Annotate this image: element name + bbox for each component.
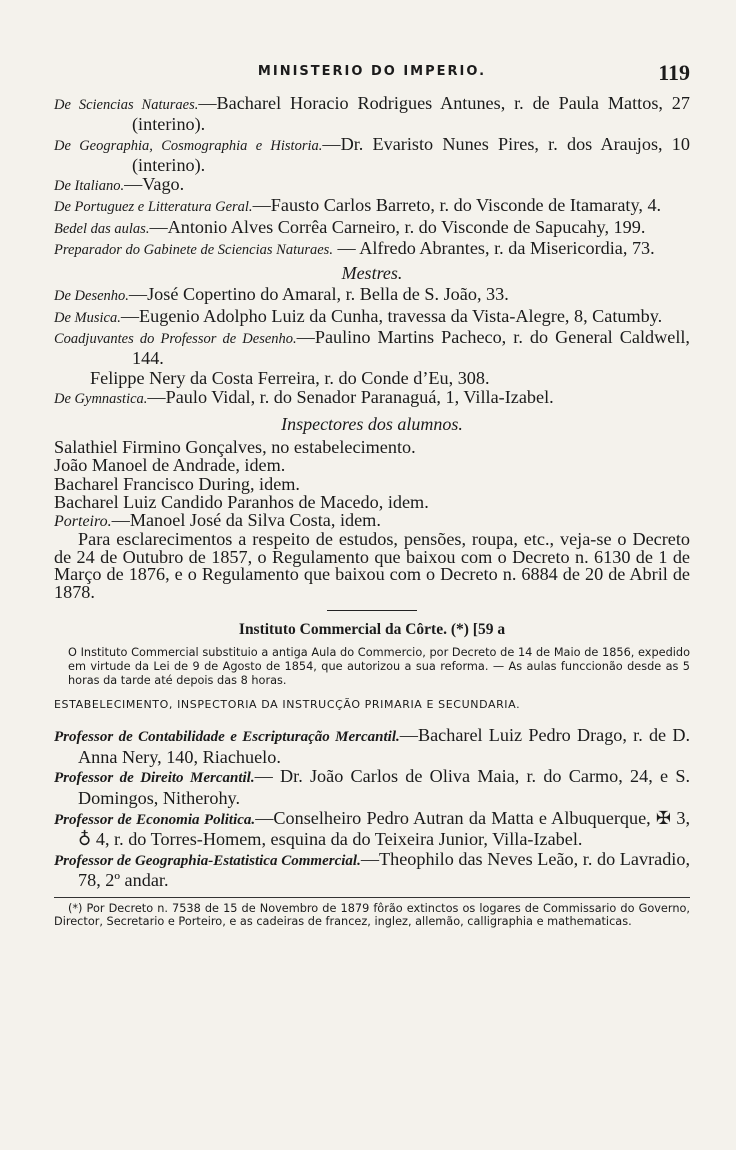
entry-bedel (54, 218, 690, 239)
inspector-line: João Manoel de Andrade, idem. (54, 455, 286, 476)
institute-title: Instituto Commercial da Côrte. (*) [59 a (238, 621, 506, 639)
footnote: (*) Por Decreto n. 7538 de 15 de Novembro de 1879 fôrão extinctos os logares de Commissario do Governo, Director, Secretario e Porteiro, e as cadeiras de francez, inglez, allemão, calligraphia e mathematicas. (54, 901, 690, 929)
inspector-line: Bacharel Luiz Candido Paranhos de Macedo, idem. (54, 491, 429, 512)
entry-text: —Theophilo das Neves Leão, r. do Lavradio, 78, 2º andar. (78, 848, 690, 891)
entry-role: De Musica. (54, 309, 121, 326)
entry-role: Preparador do Gabinete de Sciencias Naturaes. (54, 242, 333, 259)
entry-gymnastica (54, 388, 690, 409)
entry-portuguez (54, 196, 690, 217)
entry-text: —Bacharel Luiz Pedro Drago, r. de D. Anna Nery, 140, Riachuelo. (78, 725, 690, 767)
section-divider (327, 610, 417, 611)
entry-coadjuvantes (54, 328, 690, 369)
inspector-line: Salathiel Firmino Gonçalves, no estabelecimento. (54, 437, 416, 458)
entry-text: —José Copertino do Amaral, r. Bella de S. João, 33. (128, 284, 509, 305)
entry-sciencias-naturaes (54, 94, 690, 135)
entry-text: —Bacharel Horacio Rodrigues Antunes, r. de Paula Mattos, 27 (interino). (132, 93, 690, 135)
entry-role: Professor de Geographia-Estatistica Commercial. (54, 852, 361, 869)
entry-role: Professor de Contabilidade e Escripturação Mercantil. (54, 729, 400, 746)
professor-entry (54, 726, 690, 767)
entry-text: —Manoel José da Silva Costa, idem. (111, 509, 381, 530)
entry-text: — Dr. João Carlos de Oliva Maia, r. do Carmo, 24, e S. Domingos, Nitherohy. (78, 766, 690, 808)
entry-coadjuvante-cont: Felippe Nery da Costa Ferreira, r. do Conde d’Eu, 308. (90, 367, 490, 388)
entry-text: —Dr. Evaristo Nunes Pires, r. dos Araujos, 10 (interino). (132, 133, 690, 175)
entry-text: —Conselheiro Pedro Autran da Matta e Albuquerque, ✠ 3, ♁ 4, r. do Torres-Homem, esquina da do Teixeira Junior, Villa-Izabel. (78, 807, 691, 850)
entry-role: De Portuguez e Litteratura Geral. (54, 199, 253, 216)
entry-role: Professor de Direito Mercantil. (54, 770, 255, 787)
entry-role: De Sciencias Naturaes. (54, 97, 199, 113)
entry-role: De Desenho. (54, 288, 129, 305)
entry-geographia (54, 135, 690, 176)
inspector-line: Bacharel Francisco During, idem. (54, 473, 300, 494)
entry-text: —Vago. (124, 174, 185, 195)
entry-text: —Antonio Alves Corrêa Carneiro, r. do Visconde de Sapucahy, 199. (149, 216, 646, 237)
entry-text: —Fausto Carlos Barreto, r. do Visconde de Itamaraty, 4. (252, 195, 662, 216)
section-title-mestres: Mestres. (341, 263, 403, 284)
entry-text: —Paulo Vidal, r. do Senador Paranaguá, 1, Villa-Izabel. (147, 386, 554, 407)
entry-preparador (54, 239, 690, 260)
professor-entry (54, 850, 690, 891)
page-number: 119 (658, 60, 690, 85)
entry-text: — Alfredo Abrantes, r. da Misericordia, 73. (332, 238, 655, 259)
entry-role: Coadjuvantes do Professor de Desenho. (54, 330, 297, 347)
footnote-divider (54, 897, 690, 898)
section-title-inspectores: Inspectores dos alumnos. (281, 414, 463, 435)
entry-desenho (54, 285, 690, 306)
entry-role: Bedel das aulas. (54, 220, 150, 237)
porteiro-line (54, 511, 690, 531)
entry-role: Professor de Economia Politica. (54, 811, 256, 828)
entry-role: De Italiano. (54, 178, 125, 195)
running-head: MINISTERIO DO IMPERIO. (257, 64, 487, 79)
professor-entry (54, 767, 690, 808)
establishment-line: ESTABELECIMENTO, INSPECTORIA DA INSTRUCÇÃO PRIMARIA E SECUNDARIA. (54, 698, 521, 712)
page-body (54, 94, 690, 929)
professor-entry (54, 809, 690, 850)
entry-role: De Gymnastica. (54, 390, 148, 407)
entry-role: Porteiro. (54, 512, 112, 530)
entry-text: —Paulino Martins Pacheco, r. do General Caldwell, 144. (132, 326, 690, 369)
institute-note: O Instituto Commercial substituio a antiga Aula do Commercio, por Decreto de 14 de Maio de 1856, expedido em virtude da Lei de 9 de Agosto de 1854, que autorizou a sua reforma. — As aulas funccionão desde as 5 horas da tarde até depois das 8 horas. (68, 646, 690, 688)
entry-role: De Geographia, Cosmographia e Historia. (54, 137, 323, 154)
entry-italiano (54, 175, 690, 196)
entry-text: —Eugenio Adolpho Luiz da Cunha, travessa da Vista-Alegre, 8, Catumby. (120, 305, 663, 326)
entry-musica (54, 307, 690, 328)
regulation-paragraph: Para esclarecimentos a respeito de estudos, pensões, roupa, etc., veja-se o Decreto de 24 de Outubro de 1857, o Regulamento que baixou com o Decreto n. 6130 de 1 de Março de 1876, e o Regulamento que baixou com o Decreto n. 6884 de 20 de Abril de 1878. (54, 529, 690, 602)
page-header (54, 60, 690, 92)
